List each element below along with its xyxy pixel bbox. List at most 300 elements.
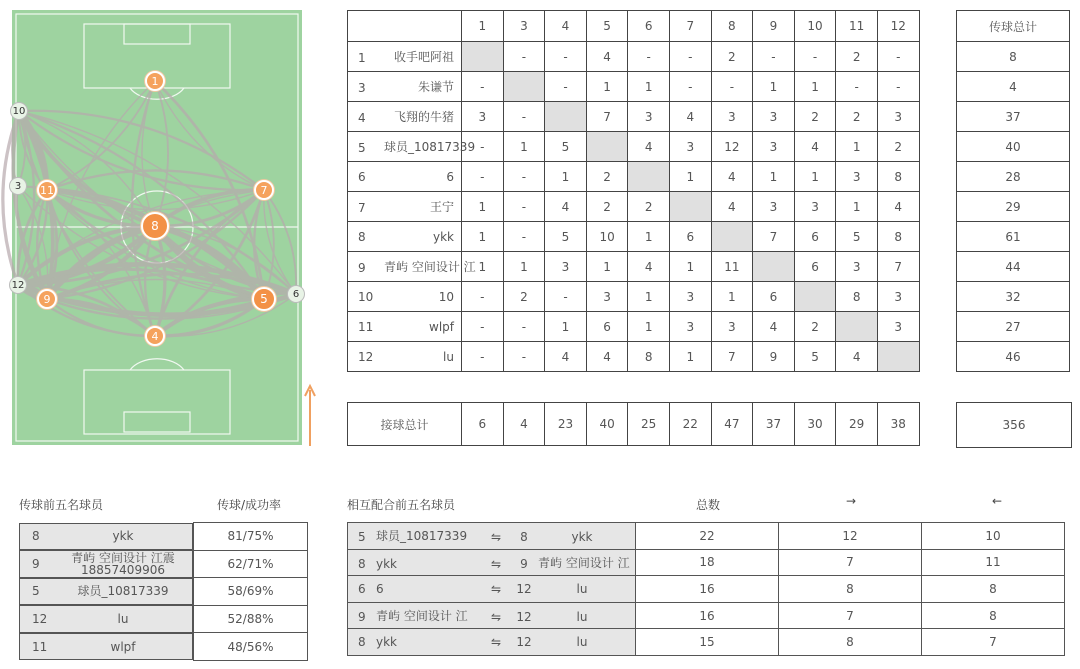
combo-total: 15 [636, 629, 779, 656]
matrix-diagonal-cell [586, 132, 628, 162]
matrix-header-row [348, 11, 920, 42]
matrix-diagonal-cell [794, 282, 836, 312]
matrix-cell: 6 [794, 222, 836, 252]
matrix-cell: 1 [586, 72, 628, 102]
receive-total-value: 29 [836, 403, 878, 446]
combo-pair [348, 549, 636, 576]
top-passer-number: 12 [32, 612, 48, 627]
matrix-cell: 1 [753, 162, 795, 192]
receive-total-value: 23 [545, 403, 587, 446]
combo-back: 8 [922, 602, 1065, 629]
exchange-icon: ⇋ [490, 635, 502, 650]
top-passer-player [19, 605, 193, 633]
matrix-cell: - [503, 342, 545, 372]
matrix-cell: - [462, 162, 504, 192]
matrix-cell: - [794, 42, 836, 72]
combo-b-number: 12 [516, 610, 532, 625]
matrix-cell: 1 [462, 252, 504, 282]
player-node-11[interactable]: 11 [37, 180, 57, 200]
receive-total-value: 47 [711, 403, 753, 446]
top-passer-row [19, 578, 308, 606]
top-passer-row [19, 605, 308, 633]
matrix-col-header: 12 [877, 11, 919, 42]
matrix-cell: 2 [586, 192, 628, 222]
matrix-cell: - [836, 72, 878, 102]
matrix-row-header [348, 192, 462, 222]
matrix-row-player-name: 收手吧阿祖 [393, 50, 454, 64]
matrix-cell: - [462, 72, 504, 102]
exchange-icon: ⇋ [490, 556, 502, 571]
receive-total-value: 37 [753, 403, 795, 446]
pass-total-value: 29 [957, 192, 1070, 222]
matrix-cell: 8 [628, 342, 670, 372]
combo-forward-header: → [846, 494, 857, 508]
pass-total-row [957, 102, 1070, 132]
matrix-cell: 3 [711, 312, 753, 342]
combo-row [348, 602, 1065, 629]
combo-total: 22 [636, 523, 779, 550]
combo-a-number: 6 [358, 581, 366, 596]
pass-total-row [957, 42, 1070, 72]
matrix-cell: 3 [877, 102, 919, 132]
matrix-row-header [348, 132, 476, 162]
combo-row [348, 549, 1065, 576]
matrix-cell: 6 [753, 282, 795, 312]
matrix-cell: 2 [877, 132, 919, 162]
combo-forward: 8 [779, 629, 922, 656]
matrix-cell: 4 [628, 252, 670, 282]
matrix-cell: 3 [669, 312, 711, 342]
matrix-row-number: 8 [358, 229, 366, 244]
matrix-row-number: 9 [358, 261, 366, 275]
top-passer-player [19, 633, 193, 661]
player-node-5[interactable]: 5 [252, 287, 276, 311]
top-passer-name: 球员_10817339 [77, 584, 169, 599]
matrix-cell: - [503, 42, 545, 72]
matrix-row-number: 5 [358, 141, 366, 155]
matrix-cell: 1 [669, 162, 711, 192]
matrix-cell: 4 [794, 132, 836, 162]
matrix-row-player-name: 飞翔的牛猪 [393, 110, 454, 124]
matrix-cell: 3 [877, 282, 919, 312]
matrix-row [348, 72, 920, 102]
matrix-cell: 5 [794, 342, 836, 372]
pass-total-value: 32 [957, 282, 1070, 312]
combo-row [348, 523, 1065, 550]
matrix-row [348, 252, 920, 282]
pass-total-value: 37 [957, 102, 1070, 132]
matrix-cell: 5 [836, 222, 878, 252]
substitute-node-10[interactable]: 10 [10, 102, 28, 120]
matrix-cell: 3 [628, 102, 670, 132]
receive-total-value: 22 [669, 403, 711, 446]
matrix-cell: 3 [753, 102, 795, 132]
matrix-col-header: 8 [711, 11, 753, 42]
matrix-cell: 1 [836, 192, 878, 222]
matrix-row-number: 6 [358, 169, 366, 184]
pass-total-row [957, 312, 1070, 342]
matrix-corner [348, 11, 462, 42]
matrix-cell: - [753, 42, 795, 72]
exchange-icon: ⇋ [490, 610, 502, 625]
pass-total-row [957, 132, 1070, 162]
matrix-row [348, 192, 920, 222]
matrix-row-number: 11 [358, 319, 374, 334]
matrix-col-header: 9 [753, 11, 795, 42]
matrix-cell: 4 [545, 342, 587, 372]
combo-a-number: 5 [358, 530, 366, 545]
player-node-8[interactable]: 8 [141, 212, 169, 240]
matrix-cell: - [877, 42, 919, 72]
pass-total-row [957, 252, 1070, 282]
combo-pair [348, 523, 636, 550]
combo-forward: 8 [779, 576, 922, 603]
matrix-cell: - [877, 72, 919, 102]
combo-a-number: 8 [358, 635, 366, 650]
pass-totals-header: 传球总计 [957, 11, 1070, 42]
matrix-cell: 2 [586, 162, 628, 192]
top-passer-player [19, 523, 193, 551]
matrix-cell: 7 [877, 252, 919, 282]
combo-forward: 7 [779, 602, 922, 629]
matrix-row [348, 132, 920, 162]
matrix-cell: 7 [711, 342, 753, 372]
matrix-cell: 1 [586, 252, 628, 282]
top-passer-name: lu [117, 612, 129, 627]
matrix-cell: - [503, 192, 545, 222]
matrix-cell: 1 [711, 282, 753, 312]
matrix-cell: 4 [711, 162, 753, 192]
matrix-row [348, 222, 920, 252]
top-passer-player [19, 550, 193, 578]
combo-forward: 7 [779, 549, 922, 576]
matrix-row-player-name: 朱谦节 [417, 80, 454, 94]
pass-total-value: 8 [957, 42, 1070, 72]
matrix-cell: 1 [503, 132, 545, 162]
pass-total-row [957, 222, 1070, 252]
matrix-diagonal-cell [545, 102, 587, 132]
combo-back: 10 [922, 523, 1065, 550]
matrix-cell: 8 [877, 222, 919, 252]
top-passer-name: wlpf [110, 639, 136, 654]
matrix-cell: 6 [669, 222, 711, 252]
top-passer-rate: 48/56% [194, 633, 308, 661]
matrix-cell: 1 [628, 312, 670, 342]
top-combos-table [347, 522, 1065, 656]
receive-totals-table [347, 402, 920, 446]
combo-b-number: 9 [520, 556, 528, 571]
combo-a-name: ykk [376, 556, 397, 571]
combo-pair [348, 602, 636, 629]
matrix-cell: 4 [711, 192, 753, 222]
combo-back: 7 [922, 629, 1065, 656]
matrix-cell: - [669, 72, 711, 102]
pass-total-value: 44 [957, 252, 1070, 282]
matrix-cell: - [503, 102, 545, 132]
matrix-cell: 3 [794, 192, 836, 222]
matrix-cell: 1 [669, 342, 711, 372]
matrix-cell: - [462, 342, 504, 372]
combo-a-name: 青屿 空间设计 江 [376, 609, 468, 624]
matrix-cell: 1 [628, 222, 670, 252]
matrix-cell: 8 [836, 282, 878, 312]
matrix-cell: 1 [753, 72, 795, 102]
matrix-row-header [348, 312, 462, 342]
matrix-row-player-name: 青屿 空间设计 江 [384, 260, 476, 274]
matrix-row-number: 1 [358, 51, 366, 65]
matrix-cell: 3 [711, 102, 753, 132]
matrix-diagonal-cell [711, 222, 753, 252]
combo-b-number: 8 [520, 530, 528, 545]
top-passer-name: ykk [112, 529, 134, 544]
combo-b-name: ykk [571, 530, 593, 545]
matrix-cell: - [503, 222, 545, 252]
matrix-row-player-name: wlpf [429, 319, 454, 334]
matrix-diagonal-cell [836, 312, 878, 342]
matrix-row-number: 12 [358, 349, 374, 364]
top-passer-number: 5 [32, 584, 40, 599]
combo-total: 16 [636, 602, 779, 629]
pass-total-value: 4 [957, 72, 1070, 102]
top-passer-row [19, 633, 308, 661]
matrix-cell: 4 [877, 192, 919, 222]
matrix-cell: - [462, 282, 504, 312]
matrix-cell: 2 [503, 282, 545, 312]
substitute-node-12[interactable]: 12 [9, 276, 27, 294]
matrix-cell: 3 [753, 132, 795, 162]
matrix-cell: - [545, 282, 587, 312]
matrix-cell: 4 [586, 42, 628, 72]
player-node-1[interactable]: 1 [145, 71, 165, 91]
top-passers-table [19, 522, 308, 661]
matrix-cell: 1 [545, 162, 587, 192]
matrix-col-header: 11 [836, 11, 878, 42]
matrix-cell: - [462, 312, 504, 342]
matrix-cell: 2 [628, 192, 670, 222]
matrix-row-header [348, 162, 462, 192]
substitute-node-6[interactable]: 6 [287, 285, 305, 303]
matrix-cell: 3 [753, 192, 795, 222]
matrix-cell: 1 [628, 72, 670, 102]
combo-back: 8 [922, 576, 1065, 603]
matrix-cell: - [545, 42, 587, 72]
matrix-cell: 7 [586, 102, 628, 132]
combo-b-number: 12 [516, 581, 532, 596]
matrix-cell: 7 [753, 222, 795, 252]
matrix-row-player-name: 10 [438, 289, 454, 304]
receive-total-value: 30 [794, 403, 836, 446]
matrix-cell: - [545, 72, 587, 102]
combo-forward: 12 [779, 523, 922, 550]
matrix-cell: 3 [669, 282, 711, 312]
matrix-col-header: 7 [669, 11, 711, 42]
combo-a-number: 9 [358, 610, 366, 625]
matrix-row [348, 312, 920, 342]
matrix-row-header [348, 102, 462, 132]
pass-network-pitch [12, 10, 302, 445]
matrix-row [348, 102, 920, 132]
matrix-cell: 2 [711, 42, 753, 72]
pass-total-value: 61 [957, 222, 1070, 252]
matrix-cell: 2 [836, 102, 878, 132]
top-passer-rate: 52/88% [194, 605, 308, 633]
combo-back-header: ← [992, 494, 1003, 508]
matrix-row-player-name: lu [443, 349, 454, 364]
matrix-cell: - [462, 132, 504, 162]
matrix-row-header [348, 342, 462, 372]
pass-total-value: 40 [957, 132, 1070, 162]
receive-total-value: 40 [586, 403, 628, 446]
matrix-cell: 12 [711, 132, 753, 162]
top-passer-row [19, 550, 308, 578]
combo-a-name: 球员_10817339 [376, 529, 468, 544]
matrix-cell: 3 [669, 132, 711, 162]
matrix-diagonal-cell [628, 162, 670, 192]
combo-a-name: ykk [376, 635, 397, 650]
receive-total-value: 38 [877, 403, 919, 446]
pass-total-row [957, 192, 1070, 222]
matrix-cell: - [628, 42, 670, 72]
receive-totals-label: 接球总计 [348, 403, 462, 446]
matrix-cell: 9 [753, 342, 795, 372]
pass-rate-header: 传球/成功率 [217, 498, 282, 512]
exchange-icon: ⇋ [490, 530, 502, 545]
matrix-row-header [348, 72, 462, 102]
pass-total-value: 27 [957, 312, 1070, 342]
matrix-cell: 3 [462, 102, 504, 132]
combo-a-number: 8 [358, 556, 366, 571]
combo-pair [348, 629, 636, 656]
matrix-cell: 3 [545, 252, 587, 282]
matrix-row-player-name: 6 [446, 169, 454, 184]
matrix-row-number: 3 [358, 81, 366, 95]
matrix-cell: 1 [669, 252, 711, 282]
matrix-cell: 1 [462, 222, 504, 252]
matrix-cell: - [669, 42, 711, 72]
pass-total-row [957, 282, 1070, 312]
combo-row [348, 576, 1065, 603]
matrix-diagonal-cell [877, 342, 919, 372]
matrix-cell: 11 [711, 252, 753, 282]
receive-total-value: 4 [503, 403, 545, 446]
matrix-cell: 1 [628, 282, 670, 312]
top-passer-player [19, 578, 193, 606]
top-combos-title: 相互配合前五名球员 [347, 498, 456, 512]
matrix-cell: 2 [794, 102, 836, 132]
matrix-cell: 2 [794, 312, 836, 342]
matrix-cell: 1 [503, 252, 545, 282]
matrix-cell: 6 [794, 252, 836, 282]
combo-b-name: 青屿 空间设计 江 [538, 555, 630, 570]
pass-total-row [957, 72, 1070, 102]
pass-totals-table [956, 10, 1070, 372]
top-passer-rate: 58/69% [194, 578, 308, 606]
matrix-cell: 3 [836, 252, 878, 282]
combo-total: 16 [636, 576, 779, 603]
matrix-col-header: 6 [628, 11, 670, 42]
matrix-col-header: 10 [794, 11, 836, 42]
top-passers-title: 传球前五名球员 [19, 498, 104, 512]
matrix-cell: 4 [669, 102, 711, 132]
matrix-col-header: 3 [503, 11, 545, 42]
combo-b-name: lu [576, 581, 588, 596]
top-passer-name: 青屿 空间设计 江震 18857409906 [71, 550, 175, 577]
receive-totals-row [348, 403, 920, 446]
combo-a-name: 6 [376, 581, 384, 596]
matrix-cell: 6 [586, 312, 628, 342]
combo-b-name: lu [576, 635, 588, 650]
matrix-cell: 4 [545, 192, 587, 222]
pass-matrix [347, 10, 920, 372]
combo-row [348, 629, 1065, 656]
matrix-cell: 1 [462, 192, 504, 222]
matrix-row-header [348, 282, 462, 312]
matrix-cell: 5 [545, 222, 587, 252]
matrix-row-player-name: 球员_10817339 [384, 140, 476, 154]
top-passer-number: 8 [32, 529, 40, 544]
top-passer-rate: 81/75% [194, 523, 308, 551]
matrix-row-number: 7 [358, 201, 366, 215]
top-passer-rate: 62/71% [194, 550, 308, 578]
matrix-cell: 1 [794, 72, 836, 102]
pass-total-row [957, 342, 1070, 372]
matrix-row-number: 4 [358, 111, 366, 125]
combo-total: 18 [636, 549, 779, 576]
combo-b-number: 12 [516, 635, 532, 650]
matrix-cell: 1 [545, 312, 587, 342]
grand-total-table [956, 402, 1072, 448]
combo-b-name: lu [576, 610, 588, 625]
substitute-node-3[interactable]: 3 [9, 177, 27, 195]
matrix-diagonal-cell [503, 72, 545, 102]
matrix-row-player-name: 王宁 [429, 200, 454, 214]
player-node-9[interactable]: 9 [37, 289, 57, 309]
pass-total-value: 28 [957, 162, 1070, 192]
combo-pair [348, 576, 636, 603]
matrix-cell: 3 [877, 312, 919, 342]
pass-total-value: 46 [957, 342, 1070, 372]
player-node-4[interactable]: 4 [145, 326, 165, 346]
matrix-col-header: 4 [545, 11, 587, 42]
matrix-diagonal-cell [753, 252, 795, 282]
player-node-7[interactable]: 7 [254, 180, 274, 200]
pass-total-row [957, 162, 1070, 192]
top-passer-row [19, 523, 308, 551]
matrix-col-header: 5 [586, 11, 628, 42]
matrix-row-number: 10 [358, 289, 374, 304]
matrix-cell: 3 [836, 162, 878, 192]
matrix-row [348, 162, 920, 192]
matrix-cell: 4 [586, 342, 628, 372]
grand-total-value: 356 [957, 403, 1072, 448]
matrix-cell: 3 [586, 282, 628, 312]
exchange-icon: ⇋ [490, 581, 502, 596]
matrix-row [348, 42, 920, 72]
matrix-cell: - [711, 72, 753, 102]
matrix-row-header [348, 42, 462, 72]
matrix-row [348, 342, 920, 372]
matrix-cell: 4 [628, 132, 670, 162]
top-passer-number: 9 [32, 556, 40, 571]
matrix-row [348, 282, 920, 312]
matrix-row-header [348, 222, 462, 252]
attack-direction-arrow-icon [305, 386, 315, 446]
receive-total-value: 25 [628, 403, 670, 446]
matrix-row-player-name: ykk [433, 229, 454, 244]
matrix-cell: 4 [753, 312, 795, 342]
matrix-cell: - [503, 312, 545, 342]
matrix-col-header: 1 [462, 11, 504, 42]
